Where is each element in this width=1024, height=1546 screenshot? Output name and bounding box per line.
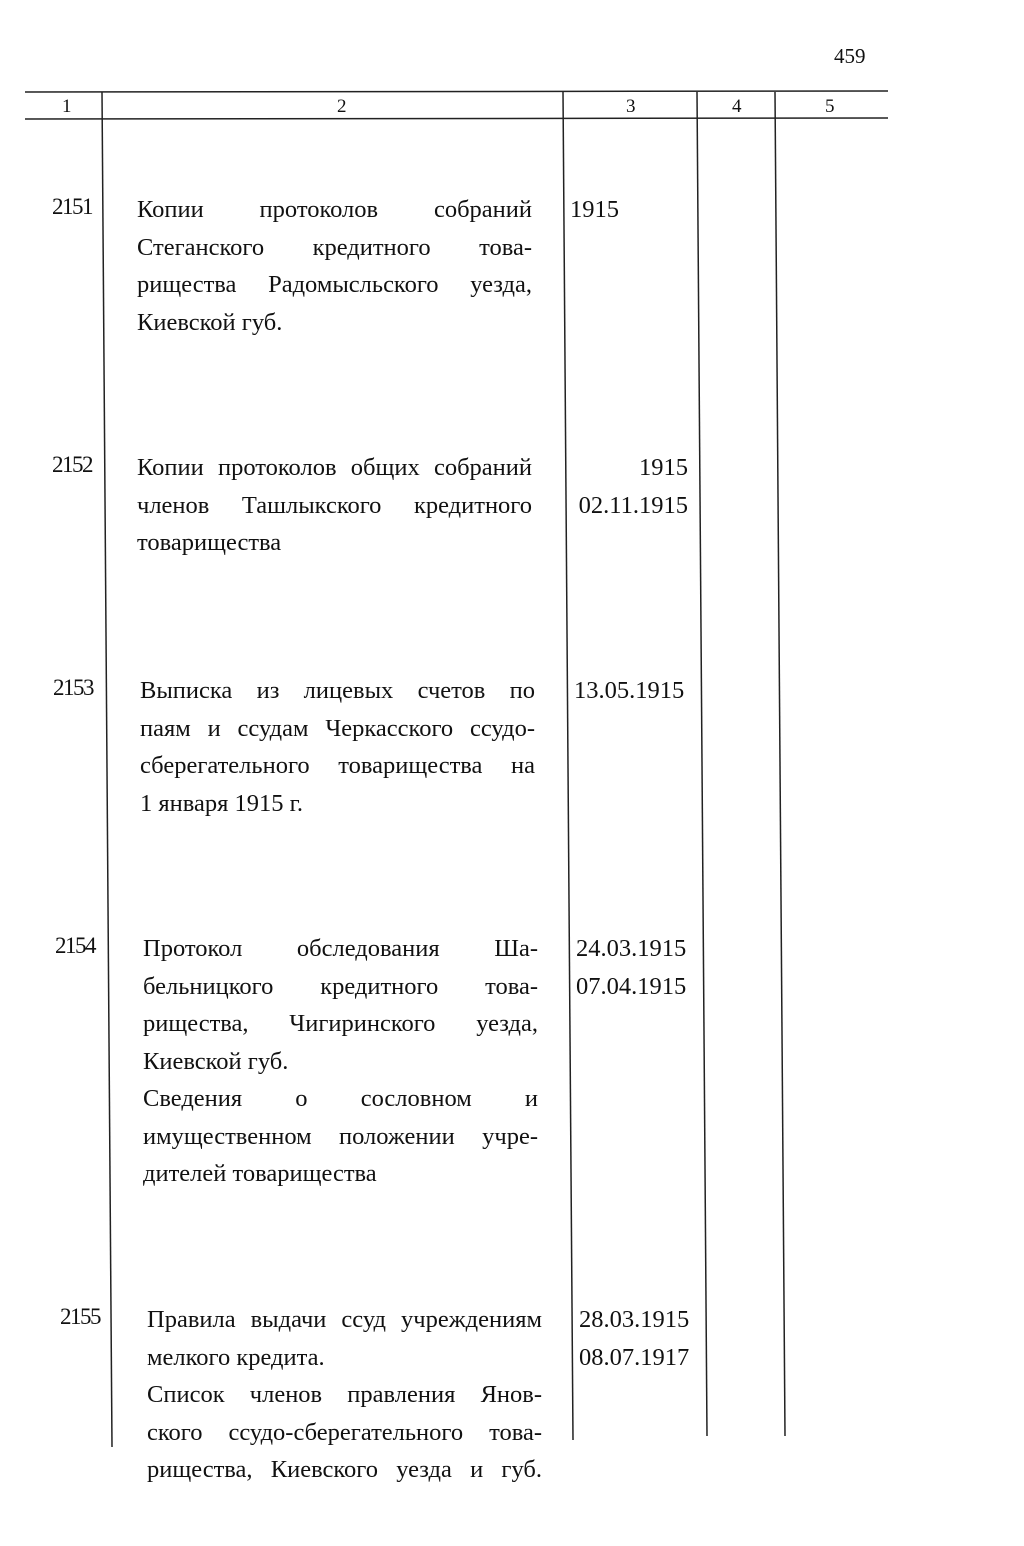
column-header-2: 2	[337, 96, 347, 117]
date-value: 07.04.1915	[576, 972, 687, 1000]
date-value: 1915	[639, 454, 688, 481]
row-description	[140, 672, 535, 822]
date-value: 02.11.1915	[578, 491, 688, 519]
description-line: рищества, Чигиринского уезда,	[143, 1010, 538, 1037]
row-dates	[579, 1301, 697, 1376]
description-line: бельницкого кредитного това-	[143, 972, 538, 1000]
description-line: Копии протоколов собраний	[137, 196, 532, 223]
row-dates	[576, 930, 694, 1005]
column-divider	[563, 92, 573, 1440]
column-header-3: 3	[626, 96, 636, 117]
row-dates	[570, 191, 688, 229]
description-line: имущественном положении учре-	[143, 1122, 538, 1150]
row-description	[137, 191, 532, 341]
row-description	[147, 1301, 542, 1489]
column-divider	[102, 92, 112, 1447]
description-line: рищества Радомысльского уезда,	[137, 271, 532, 298]
description-line: мелкого кредита.	[147, 1343, 325, 1371]
description-line: Выписка из лицевых счетов по	[140, 677, 535, 704]
description-line: членов Ташлыкского кредитного	[137, 491, 532, 519]
description-line: сберегательного товарищества на	[140, 752, 535, 779]
date-value: 08.07.1917	[579, 1343, 690, 1371]
column-header-1: 1	[62, 96, 72, 117]
row-number: 2154	[55, 933, 95, 958]
row-dates	[574, 672, 692, 710]
header-bottom-rule	[25, 118, 888, 119]
date-value: 24.03.1915	[576, 935, 687, 962]
description-line: Копии протоколов общих собраний	[137, 454, 532, 481]
row-description	[143, 930, 538, 1193]
date-value: 28.03.1915	[579, 1306, 690, 1333]
date-value: 13.05.1915	[574, 677, 685, 704]
row-number: 2153	[53, 675, 93, 700]
page-number: 459	[834, 44, 866, 68]
row-dates	[570, 449, 688, 524]
description-line: рищества, Киевского уезда и губ.	[147, 1456, 542, 1483]
description-line: паям и ссудам Черкасского ссудо-	[140, 714, 535, 742]
row-description	[137, 449, 532, 562]
column-divider	[775, 92, 785, 1436]
description-line: Правила выдачи ссуд учреждениям	[147, 1306, 542, 1333]
description-line: Стеганского кредитного това-	[137, 233, 532, 261]
row-number: 2155	[60, 1304, 100, 1329]
row-number: 2151	[52, 194, 92, 219]
description-line: 1 января 1915 г.	[140, 789, 304, 817]
column-header-5: 5	[825, 96, 835, 117]
header-top-rule	[25, 91, 888, 92]
description-line: Киевской губ.	[137, 308, 283, 336]
description-line: Сведения о сословном и	[143, 1085, 538, 1112]
description-line: Список членов правления Янов-	[147, 1381, 542, 1408]
column-header-4: 4	[732, 96, 742, 117]
column-divider	[697, 92, 707, 1436]
description-line: Протокол обследования Ша-	[143, 935, 538, 962]
description-line: товарищества	[137, 529, 282, 556]
description-line: Киевской губ.	[143, 1047, 289, 1075]
description-line: дителей товарищества	[143, 1160, 377, 1187]
row-number: 2152	[52, 452, 92, 477]
date-value: 1915	[570, 196, 619, 223]
description-line: ского ссудо-сберегательного това-	[147, 1418, 542, 1446]
